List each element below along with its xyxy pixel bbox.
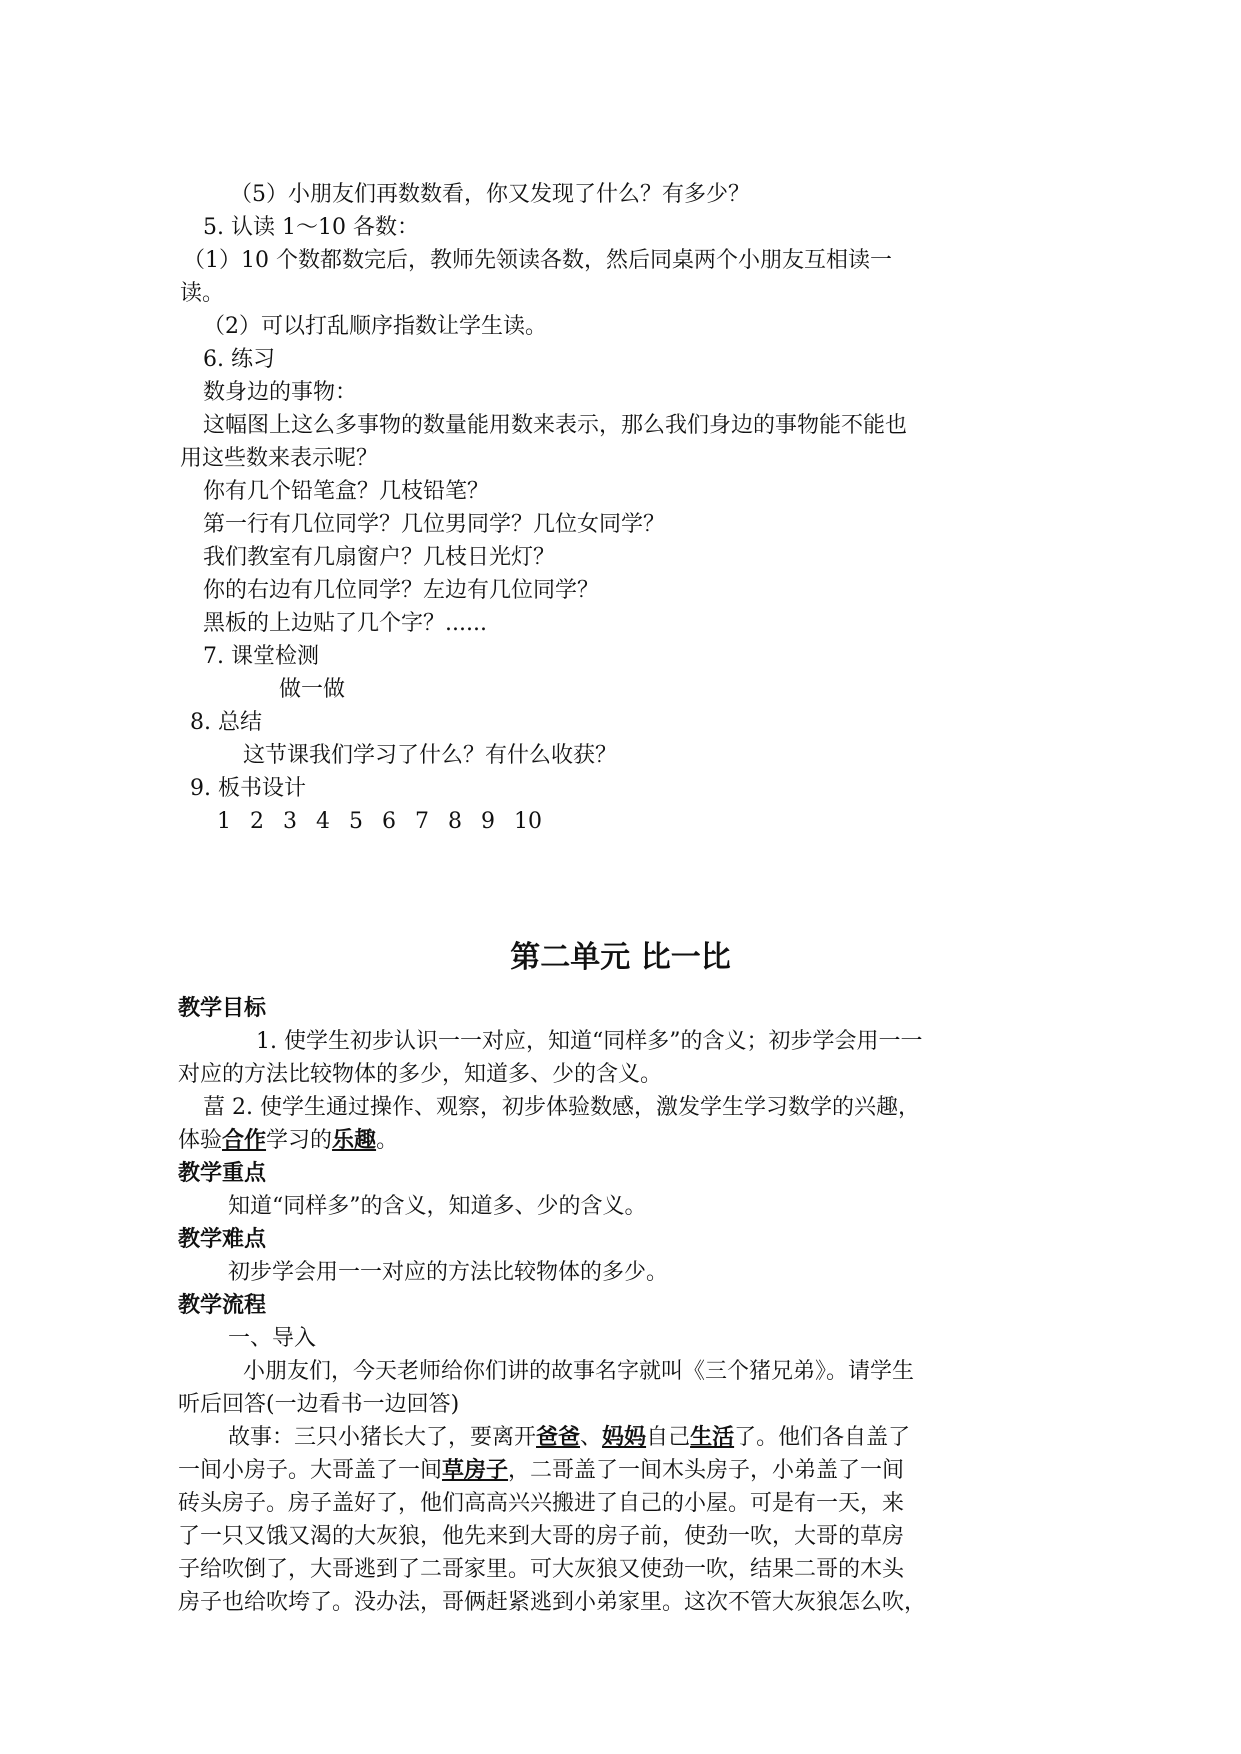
board-number: 7 bbox=[415, 809, 429, 834]
text-line: 你的右边有几位同学？左边有几位同学？ bbox=[203, 578, 600, 603]
underlined-term: 乐趣 bbox=[332, 1128, 377, 1153]
text-line: 6. 练习 bbox=[203, 347, 275, 372]
board-number: 1 bbox=[217, 809, 231, 834]
text-run: 一间小房子。大哥盖了一间 bbox=[178, 1458, 443, 1483]
text-line: 数身边的事物： bbox=[203, 380, 358, 405]
board-number: 6 bbox=[382, 809, 396, 834]
text-line: 读。 bbox=[180, 281, 225, 306]
text-line bbox=[228, 1424, 910, 1452]
text-run: 。 bbox=[376, 1128, 399, 1153]
text-line bbox=[178, 1457, 904, 1485]
board-number: 3 bbox=[283, 809, 297, 834]
text-line: 听后回答(一边看书一边回答) bbox=[178, 1392, 460, 1417]
text-line: 对应的方法比较物体的多少，知道多、少的含义。 bbox=[178, 1062, 663, 1087]
heading-key-points: 教学重点 bbox=[178, 1161, 267, 1186]
heading-difficulties: 教学难点 bbox=[178, 1227, 267, 1252]
board-number: 9 bbox=[481, 809, 495, 834]
text-line: 房子也给吹垮了。没办法，哥俩赶紧逃到小弟家里。这次不管大灰狼怎么吹， bbox=[178, 1590, 927, 1615]
text-line: 用这些数来表示呢？ bbox=[180, 446, 379, 471]
text-line: 葍 2. 使学生通过操作、观察，初步体验数感，激发学生学习数学的兴趣， bbox=[203, 1095, 920, 1120]
board-number: 5 bbox=[349, 809, 363, 834]
text-run: 学习的 bbox=[266, 1128, 333, 1153]
text-line: 知道“同样多”的含义，知道多、少的含义。 bbox=[228, 1194, 647, 1219]
text-line: 砖头房子。房子盖好了，他们高高兴兴搬进了自己的小屋。可是有一天，来 bbox=[178, 1491, 905, 1516]
text-run: 自己 bbox=[646, 1425, 691, 1450]
text-line: 1. 使学生初步认识一一对应，知道“同样多”的含义；初步学会用一一 bbox=[256, 1029, 923, 1054]
text-run: 了。他们各自盖了 bbox=[734, 1425, 911, 1450]
text-line: 这节课我们学习了什么？有什么收获？ bbox=[243, 743, 618, 768]
text-line: （2）可以打乱顺序指数让学生读。 bbox=[203, 314, 547, 339]
text-line: 第一行有几位同学？几位男同学？几位女同学？ bbox=[203, 512, 666, 537]
board-number: 4 bbox=[316, 809, 330, 834]
text-line: 黑板的上边贴了几个字？...... bbox=[203, 611, 487, 636]
underlined-term: 爸爸 bbox=[536, 1425, 581, 1450]
text-line: 初步学会用一一对应的方法比较物体的多少。 bbox=[228, 1260, 669, 1285]
text-line: 9. 板书设计 bbox=[190, 776, 306, 801]
text-run: 体验 bbox=[178, 1128, 223, 1153]
text-run: 、 bbox=[580, 1425, 603, 1450]
underlined-term: 生活 bbox=[690, 1425, 735, 1450]
heading-goals: 教学目标 bbox=[178, 996, 267, 1021]
text-line: 我们教室有几扇窗户？几枝日光灯？ bbox=[203, 545, 556, 570]
text-line: 小朋友们，今天老师给你们讲的故事名字就叫《三个猪兄弟》。请学生 bbox=[243, 1359, 915, 1384]
board-number: 2 bbox=[250, 809, 264, 834]
text-line: 子给吹倒了，大哥逃到了二哥家里。可大灰狼又使劲一吹，结果二哥的木头 bbox=[178, 1557, 905, 1582]
underlined-term: 妈妈 bbox=[602, 1425, 647, 1450]
text-run: ，二哥盖了一间木头房子，小弟盖了一间 bbox=[508, 1458, 905, 1483]
section-title: 第二单元 比一比 bbox=[510, 940, 731, 975]
text-line: 了一只又饿又渴的大灰狼，他先来到大哥的房子前，使劲一吹，大哥的草房 bbox=[178, 1524, 905, 1549]
text-line: 做一做 bbox=[279, 677, 346, 702]
text-line: 一、导入 bbox=[228, 1326, 317, 1351]
underlined-term: 草房子 bbox=[442, 1458, 509, 1483]
board-number: 8 bbox=[448, 809, 462, 834]
text-run: 故事：三只小猪长大了，要离开 bbox=[228, 1425, 537, 1450]
text-line: 5. 认读 1～10 各数： bbox=[203, 215, 419, 240]
underlined-term: 合作 bbox=[222, 1128, 267, 1153]
text-line: 8. 总结 bbox=[190, 710, 262, 735]
heading-flow: 教学流程 bbox=[178, 1293, 267, 1318]
text-line: 这幅图上这么多事物的数量能用数来表示，那么我们身边的事物能不能也 bbox=[203, 413, 908, 438]
board-number: 10 bbox=[514, 809, 542, 834]
text-line: 你有几个铅笔盒？几枝铅笔？ bbox=[203, 479, 490, 504]
text-line bbox=[178, 1127, 398, 1155]
text-line: （5）小朋友们再数数看，你又发现了什么？有多少？ bbox=[230, 182, 750, 207]
text-line: （1）10 个数都数完后，教师先领读各数，然后同桌两个小朋友互相读一 bbox=[183, 248, 892, 273]
board-numbers bbox=[217, 808, 561, 836]
text-line: 7. 课堂检测 bbox=[203, 644, 319, 669]
